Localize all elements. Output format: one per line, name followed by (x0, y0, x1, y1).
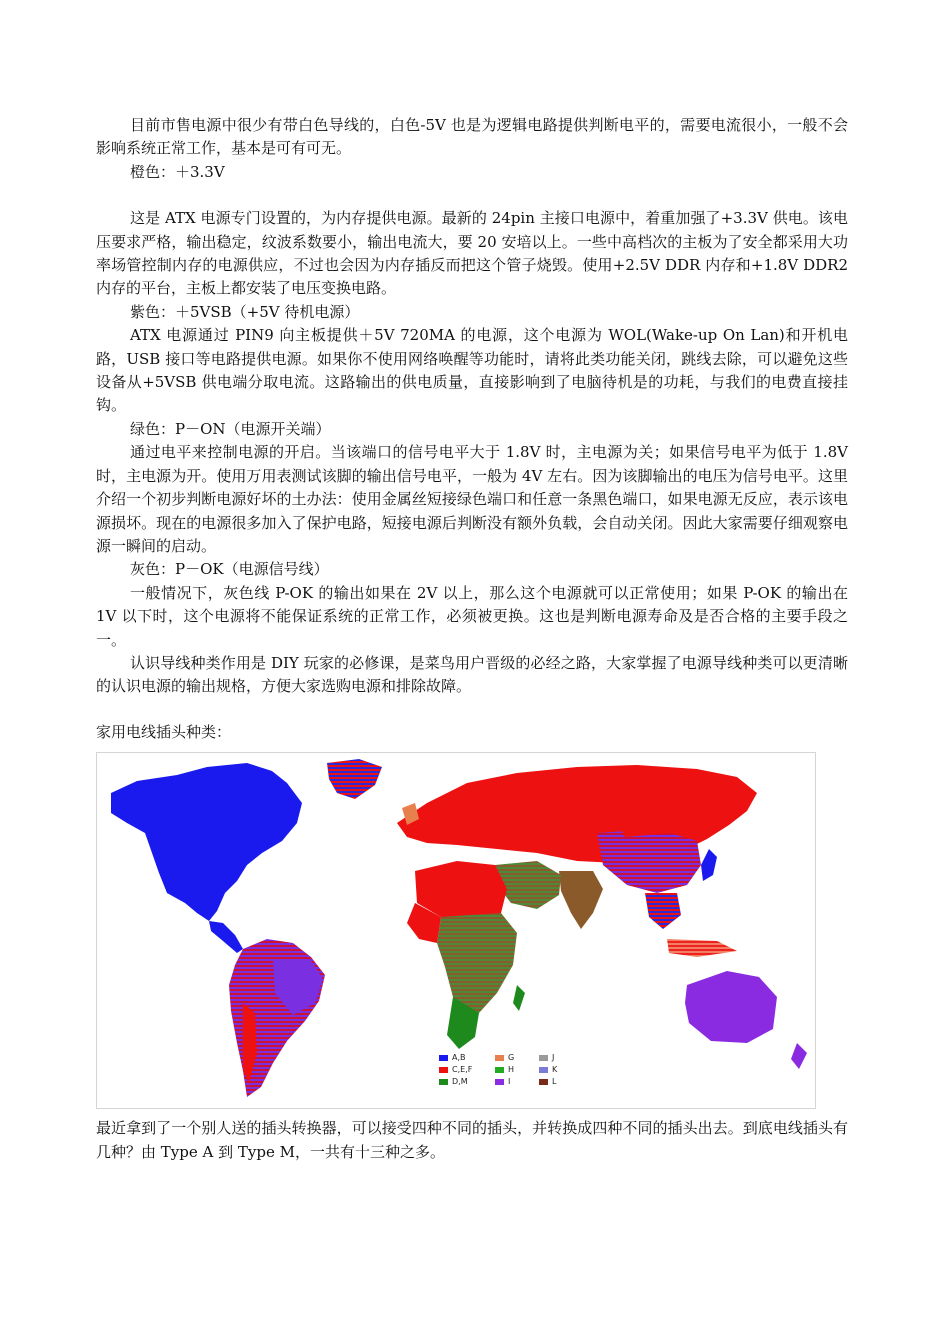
indonesia-region (667, 939, 737, 957)
legend-swatch-h (495, 1067, 504, 1073)
legend-swatch-cef (439, 1067, 448, 1073)
japan-region (701, 849, 717, 881)
legend-item-j: J (539, 1053, 554, 1063)
legend-item-cef: C,E,F (439, 1065, 472, 1075)
southeast-asia-region (645, 893, 681, 929)
australia-region (685, 971, 777, 1043)
figure-caption: 家用电线插头种类： (96, 722, 232, 741)
china-region (597, 829, 701, 893)
africa-north-region (415, 861, 507, 919)
legend-swatch-ab (439, 1055, 448, 1061)
paragraph-purple-wire: ATX 电源通过 PIN9 向主板提供＋5V 720MA 的电源，这个电源为 WOL(Wake-up On Lan)和开机电路，USB 接口等电路提供电源。如果你不使用网络唤醒等功能时，请将此类功能关闭，跳线去除，可以避免这些设备从+5VSB 供电端分取电流。这路输出的供电质量，直接影响到了电脑待机是的功耗，与我们的电费直接挂钩。 (96, 326, 848, 415)
heading-purple-wire: 紫色：＋5VSB（+5V 待机电源） (130, 302, 360, 321)
paragraph-gray-wire: 一般情况下，灰色线 P-OK 的输出如果在 2V 以上，那么这个电源就可以正常使用；如果 P-OK 的输出在 1V 以下时，这个电源将不能保证系统的正常工作，必须被更换。这也是判断电源寿命及是否合格的主要手段之一。 (96, 583, 848, 649)
legend-item-g: G (495, 1053, 514, 1063)
paragraph-conclusion: 认识导线种类作用是 DIY 玩家的必修课，是菜鸟用户晋级的必经之路，大家掌握了电源导线种类可以更清晰的认识电源的输出规格，方便大家选购电源和排除故障。 (96, 653, 848, 696)
paragraph-plug-types: 最近拿到了一个别人送的插头转换器，可以接受四种不同的插头，并转换成四种不同的插头出去。到底电线插头有几种？由 Type A 到 Type M，一共有十三种之多。 (96, 1119, 848, 1161)
paragraph-orange-wire: 这是 ATX 电源专门设置的，为内存提供电源。最新的 24pin 主接口电源中，着重加强了+3.3V 供电。该电压要求严格，输出稳定，纹波系数要小，输出电流大，要 20 安培以上。一些中高档次的主板为了安全都采用大功率场管控制内存的电源供应，不过也会因为内存插反而把这个管子烧毁。使用+2.5V DDR 内存和+1.8V DDR2 内存的平台，主板上都安装了电压变换电路。 (96, 209, 848, 298)
heading-gray-wire: 灰色：P－OK（电源信号线） (130, 560, 329, 579)
legend-item-i: I (495, 1077, 510, 1087)
africa-central-region (437, 913, 517, 1019)
legend-item-h: H (495, 1065, 514, 1075)
legend-swatch-j (539, 1055, 548, 1061)
heading-green-wire: 绿色：P－ON（电源开关端） (130, 419, 331, 438)
paragraph-green-wire: 通过电平来控制电源的开启。当该端口的信号电平大于 1.8V 时，主电源为关；如果信号电平为低于 1.8V 时，主电源为开。使用万用表测试该脚的输出信号电平，一般为 4V 左右。因为该脚输出的电压为信号电平。这里介绍一个初步判断电源好坏的土办法：使用金属丝短接绿色端口和任意一条黑色端口，如果电源无反应，表示该电源损坏。现在的电源很多加入了保护电路，短接电源后判断没有额外负载，会自动关闭。因此大家需要仔细观察电源一瞬间的启动。 (96, 443, 848, 555)
eurasia-region (397, 765, 757, 863)
legend-swatch-dm (439, 1079, 448, 1085)
paragraph-white-wire: 目前市售电源中很少有带白色导线的，白色-5V 也是为逻辑电路提供判断电平的，需要电流很小，一般不会影响系统正常工作，基本是可有可无。 (96, 116, 848, 158)
north-america-region (111, 763, 302, 921)
plug-type-world-map (96, 752, 816, 1109)
map-legend (439, 1053, 579, 1101)
legend-item-dm: D,M (439, 1077, 468, 1087)
new-zealand-region (791, 1043, 807, 1069)
central-america-region (209, 921, 243, 953)
greenland-region (327, 759, 382, 799)
legend-item-l: L (539, 1077, 556, 1087)
legend-item-ab: A,B (439, 1053, 466, 1063)
document-page (96, 114, 848, 1164)
madagascar-region (513, 985, 525, 1011)
heading-orange-wire: 橙色：＋3.3V (130, 162, 225, 181)
legend-swatch-k (539, 1067, 548, 1073)
legend-swatch-g (495, 1055, 504, 1061)
legend-swatch-l (539, 1079, 548, 1085)
legend-item-k: K (539, 1065, 557, 1075)
legend-swatch-i (495, 1079, 504, 1085)
india-region (559, 871, 603, 929)
